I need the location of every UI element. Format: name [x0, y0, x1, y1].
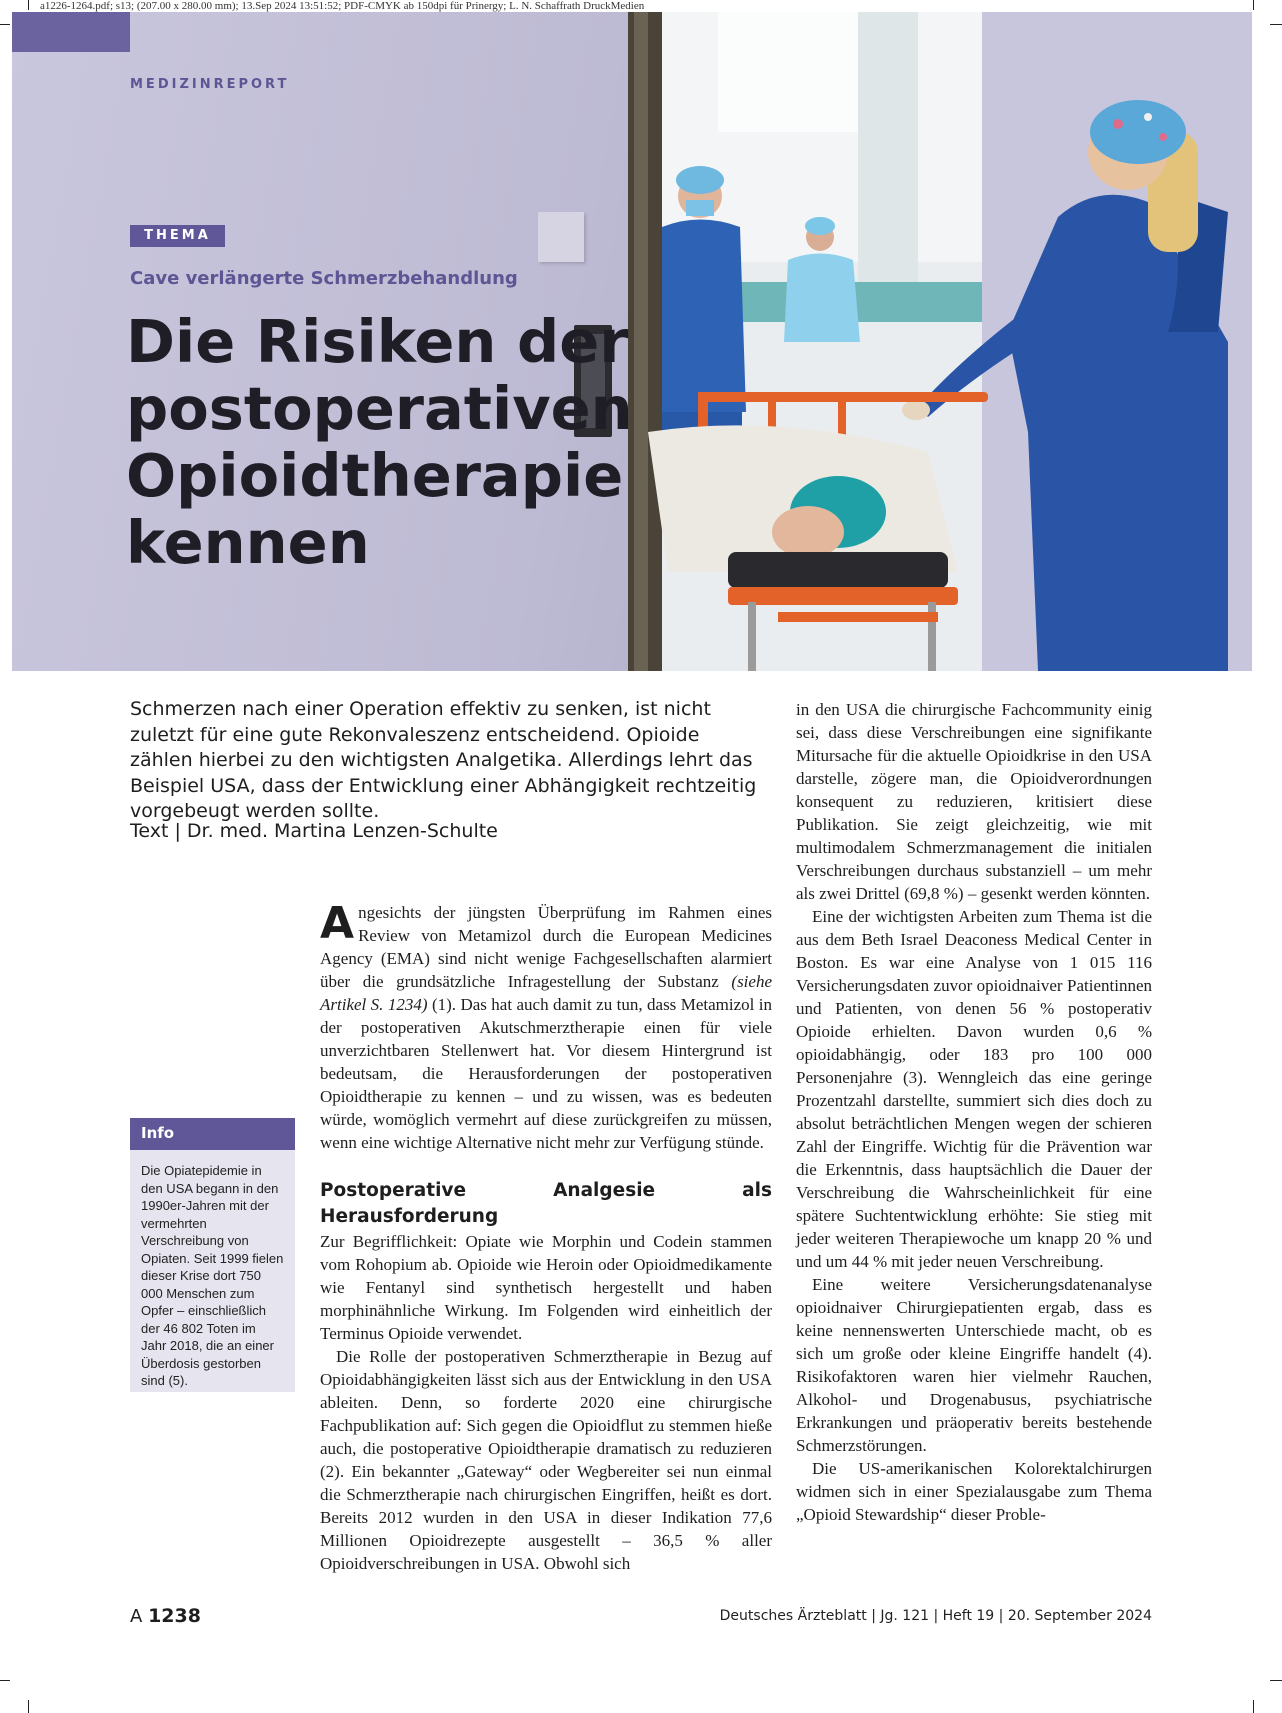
drop-cap: A [320, 898, 355, 949]
journal-citation: Deutsches Ärzteblatt | Jg. 121 | Heft 19 | 20. September 2024 [719, 1608, 1152, 1624]
crop-mark-top-right [1253, 0, 1254, 10]
title-line-4: kennen [126, 508, 370, 577]
crop-mark-bottom-left [0, 1680, 10, 1681]
title-line-1: Die Risiken der [126, 307, 629, 376]
info-box-text: Die Opiatepidemie in den USA begann in den 1990er-Jahren mit der vermehrten Verschreibung von Opiaten. Seit 1999 fielen dieser Krise dort 750 000 Menschen zum Opfer – einschließlich der 46 802 Toten im Jahr 2018, die an einer Überdosis gestorben sind (5). [141, 1163, 284, 1388]
article-crossref: (siehe Artikel S. 1234) [320, 972, 772, 1014]
body-paragraph-6: Eine weitere Versicherungsdatenanalyse opioidnaiver Chirurgiepatienten ergab, dass es keine nennenswerten Unterschiede macht, ob es sich um große oder kleine Eingriffe handelt (4). Risikofaktoren waren hier vielmehr Rauchen, Alkohol- und Drogenabusus, psychiatrische Erkrankungen und präoperativ bereits bestehende Schmerzstörungen. [796, 1275, 1152, 1455]
body-paragraph-3: Die Rolle der postoperativen Schmerztherapie in Bezug auf Opioidabhängigkeiten lässt sich aus der Entwicklung in den USA ableiten. Denn, so forderte 2020 eine chirurgische Fachpublikation auf: Sich gegen die Opioidflut zu stemmen hieße auch, die postoperative Opioidtherapie dramatisch zu reduzieren (2). Ein bekannter „Gateway“ oder Wegbereiter sei nun einmal die Schmerztherapie nach chirurgischen Eingriffen, heißt es dort. Bereits 2012 wurden in den USA in dieser Indikation 77,6 Millionen Opioidrezepte ausgestellt – 36,5 % aller Opioidverschreibungen in USA. Obwohl sich [320, 1347, 772, 1573]
hero-photo-operating-room [628, 12, 1252, 671]
info-box [130, 1118, 295, 1392]
body-column-right [796, 698, 1152, 1526]
article-title [126, 308, 646, 576]
section-kicker: MEDIZINREPORT [130, 77, 290, 92]
page-number-value: 1238 [148, 1605, 201, 1627]
crop-mark-right [1270, 24, 1282, 25]
crop-mark-bottom-right-v [1253, 1700, 1254, 1713]
body-paragraph-1-rest: (1). Das hat auch damit zu tun, dass Metamizol in der postoperativen Akutschmerztherapie einen für viele unverzichtbaren Stellenwert hat. Vor diesem Hintergrund ist bedeutsam, die Herausforderungen der postoperativen Opioidtherapie zu kennen – und zu wissen, was es bedeuten würde, womöglich vermehrt auf diese zurückgreifen zu müssen, wenn eine wichtige Alternative nicht mehr zur Verfügung stünde. [320, 995, 773, 1152]
title-line-2: postoperativen [126, 374, 633, 443]
body-paragraph-1-text: ngesichts der jüngsten Überprüfung im Rahmen eines Review von Metamizol durch die European Medicines Agency (EMA) sind nicht wenige Fachgesellschaften alarmiert über die grundsätzliche Infragestellung der Substanz [320, 903, 772, 991]
article-subtitle: Cave verlängerte Schmerzbehandlung [130, 268, 518, 289]
print-slug: a1226-1264.pdf; s13; (207.00 x 280.00 mm); 13.Sep 2024 13:51:52; PDF-CMYK ab 150dpi für Prinergy; L. N. Schaffrath DruckMedien [40, 0, 645, 12]
crop-mark-top-left [28, 0, 29, 10]
body-paragraph-5: Eine der wichtigsten Arbeiten zum Thema ist die aus dem Beth Israel Deaconess Medical Center in Boston. Es war eine Analyse von 1 015 116 Versicherungsdaten zuvor opioidnaiver Patientinnen und Patienten, von denen 56 % postoperativ Opioide erhielten. Davon wurden 0,6 % opioidabhängig, oder 183 pro 100 000 Personenjahre (3). Wenngleich das eine geringe Prozentzahl darstellte, summiert sich dies doch zu absolut beträchtlichen Mengen wegen der schieren Zahl der Eingriffe. Wichtig für die Prävention war die Erkenntnis, dass hauptsächlich die Dauer der Verschreibung die Wahrscheinlichkeit für eine spätere Suchtentwicklung erhöhte: Sie stieg mit jeder weiteren Therapiewoche um knapp 20 % und und um 44 % mit jeder neuen Verschreibung. [796, 907, 1152, 1271]
crop-mark-left [0, 24, 10, 25]
info-box-heading: Info [130, 1118, 295, 1150]
body-paragraph-2: Zur Begrifflichkeit: Opiate wie Morphin und Codein stammen vom Rohopium ab. Opioide wie Heroin oder Opioidmedikamente wie Fentanyl sind synthetisch hergestellt und haben morphinähnliche Wirkung. Im Folgenden wird einheitlich der Terminus Opioide verwendet. [320, 1232, 772, 1343]
article-lead: Schmerzen nach einer Operation effektiv zu senken, ist nicht zuletzt für eine gute Rekonvaleszenz entscheidend. Opioide zählen hierbei zu den wichtigsten Analgetika. Allerdings lehrt das Beispiel USA, dass der Entwicklung einer Abhängigkeit rechtzeitig vorgebeugt werden sollte. [130, 698, 757, 822]
body-paragraph-7: Die US-amerikanischen Kolorektalchirurgen widmen sich in einer Spezialausgabe zum Thema „Opioid Stewardship“ dieser Proble- [796, 1459, 1152, 1524]
body-paragraph-1 [320, 898, 773, 1154]
title-line-3: Opioidtherapie [126, 441, 624, 510]
thema-badge: THEMA [130, 225, 225, 247]
body-column-middle [320, 898, 773, 1575]
crop-mark-bottom-left-v [28, 1700, 29, 1713]
author-byline: Text | Dr. med. Martina Lenzen-Schulte [130, 820, 498, 842]
page-number [130, 1605, 201, 1627]
page-prefix: A [130, 1606, 143, 1627]
section-heading: Postoperative Analgesie als Herausforderung [320, 1180, 772, 1227]
wall-light-switch [538, 212, 584, 262]
section-color-tab [12, 12, 130, 52]
body-paragraph-4: in den USA die chirurgische Fachcommunity einig sei, dass diese Verschreibungen eine signifikante Mitursache für die aktuelle Opioidkrise in den USA darstelle, zögere man, die Opioidverordnungen konsequent zu reduzieren, kritisiert diese Publikation. Sie zeigt gleichzeitig, wie mit multimodalem Schmerzmanagement die initialen Verschreibungen durchaus substanziell – um mehr als zwei Drittel (69,8 %) – gesenkt werden könnten. [796, 700, 1152, 903]
crop-mark-bottom-right [1270, 1680, 1282, 1681]
